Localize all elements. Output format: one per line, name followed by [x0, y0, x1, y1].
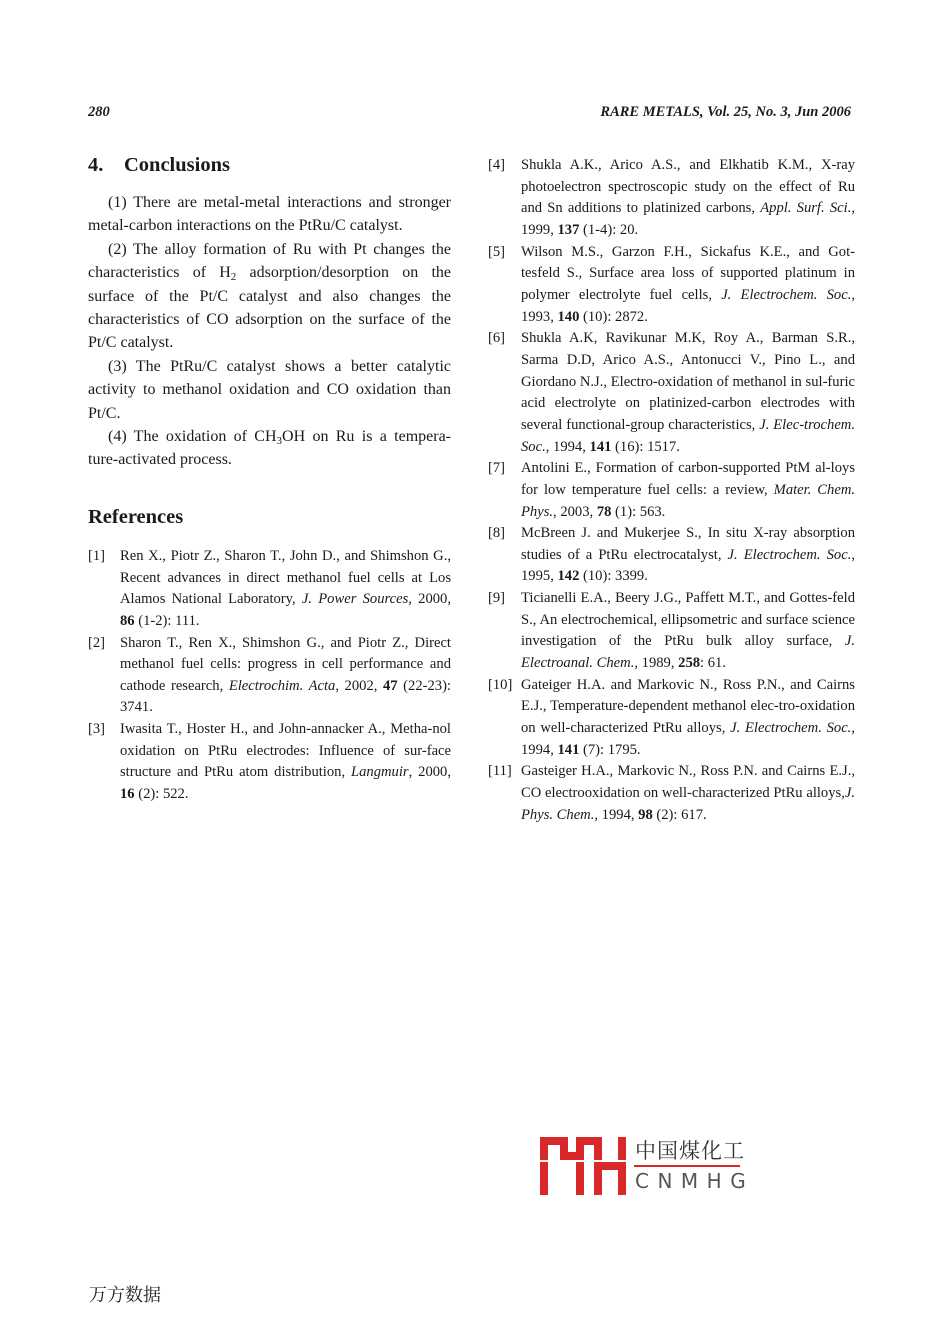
- reference-journal: J. Electrochem. Soc.: [721, 286, 852, 303]
- reference-pages: (1-4): 20.: [579, 221, 639, 238]
- paragraph-text: adsorption/desorption on the surface of the Pt/C catalyst and also changes the characteristics of CO adsorption on the surface of the Pt/C catalyst.: [88, 264, 451, 352]
- reference-volume: 98: [638, 806, 653, 823]
- reference-journal: J. Electroanal. Chem.: [521, 633, 855, 672]
- reference-label: [2]: [88, 634, 106, 651]
- reference-authors-title: Ren X., Piotr Z., Sharon T., John D., and Shimshon G., Recent advances in direct methanol fuel cells at Los Alamos National Laboratory,: [120, 547, 451, 608]
- reference-year: , 1989,: [634, 655, 679, 672]
- logo-mark-stroke: [540, 1137, 548, 1195]
- paragraph-text: (4) The oxidation of CH: [108, 428, 277, 446]
- reference-volume: 141: [557, 741, 580, 758]
- reference-year: , 1993,: [521, 286, 856, 325]
- reference-journal: J. Power Sources: [301, 591, 409, 608]
- conclusions-heading: [88, 150, 451, 180]
- reference-year: , 2003,: [553, 503, 597, 520]
- reference-journal: Mater. Chem. Phys.: [521, 481, 856, 520]
- subscript: 3: [276, 435, 283, 448]
- reference-journal: Langmuir: [351, 764, 409, 781]
- reference-label: [1]: [88, 547, 106, 564]
- reference-authors-title: McBreen J. and Mukerjee S., In situ X-ray absorption studies of a PtRu electrocatalyst,: [521, 525, 855, 563]
- reference-volume: 258: [678, 655, 701, 672]
- reference-item: [488, 588, 855, 675]
- reference-pages: (1-2): 111.: [134, 612, 200, 629]
- logo-mark-stroke: [618, 1137, 626, 1195]
- reference-item: [88, 546, 451, 633]
- reference-year: , 1995,: [521, 546, 855, 585]
- reference-volume: 16: [120, 786, 135, 803]
- reference-item: [488, 328, 855, 458]
- reference-volume: 142: [557, 568, 580, 585]
- reference-label: [8]: [488, 525, 506, 542]
- reference-volume: 140: [557, 308, 580, 325]
- reference-journal: Electrochim. Acta: [228, 677, 336, 694]
- reference-year: , 1994,: [545, 438, 590, 455]
- logo-chinese-name: 中国煤化工: [635, 1139, 745, 1163]
- reference-year: , 1994,: [594, 806, 639, 823]
- reference-item: [488, 761, 855, 826]
- logo-mark-gap: [540, 1160, 626, 1162]
- reference-label: [4]: [488, 157, 506, 173]
- reference-pages: (22-23): 3741.: [120, 677, 451, 716]
- reference-pages: (16): 1517.: [611, 438, 680, 455]
- conclusion-paragraph: (1) There are metal-metal interactions and stronger metal-carbon interactions on the PtRu/C catalyst.: [88, 194, 451, 235]
- reference-authors-title: Shukla A.K, Ravikunar M.K, Roy A., Barman S.R., Sarma D.D, Arico A.S., Antonucci V., Pino L., and Giordano N.J., Electro-oxidation of methanol in sul-furic acid electrolyte on platinized-carbon electrodes with several functional-group characteristics,: [521, 330, 855, 433]
- paragraph-text: (2) The alloy formation of Ru with Pt changes the characteristics of H: [88, 240, 451, 282]
- reference-pages: (7): 1795.: [579, 741, 641, 758]
- reference-list-left: [88, 546, 451, 806]
- reference-year: , 2002,: [335, 677, 383, 694]
- reference-journal: J. Electrochem. Soc.: [730, 720, 852, 737]
- reference-pages: : 61.: [700, 655, 726, 672]
- reference-pages: (2): 617.: [652, 806, 707, 823]
- reference-authors-title: Gateiger H.A. and Markovic N., Ross P.N., and Cairns E.J., Temperature-dependent methanol elec-tro-oxidation on well-characterized PtRu alloys,: [521, 676, 855, 737]
- reference-label: [9]: [488, 590, 506, 607]
- reference-label: [5]: [488, 243, 506, 260]
- reference-journal: J. Elec-trochem. Soc.: [521, 416, 855, 455]
- conclusion-paragraph: [88, 425, 451, 472]
- conclusions-body: [88, 191, 451, 472]
- reference-year: , 1994,: [521, 720, 855, 758]
- wanfang-watermark: 万方数据: [89, 1285, 161, 1306]
- conclusion-paragraph: (3) The PtRu/C catalyst shows a better catalytic activity to methanol oxidation and CO oxidation than Pt/C.: [88, 357, 451, 422]
- reference-authors-title: Ticianelli E.A., Beery J.G., Paffett M.T., and Gottes-feld S., An electrochemical, ellipsometric and surface science investigation of the PtRu bulk alloy surface,: [521, 590, 855, 650]
- reference-pages: (1): 563.: [611, 503, 666, 520]
- reference-authors-title: Wilson M.S., Garzon F.H., Sickafus K.E., and Got-tesfeld S., Surface area loss of supported platinum in polymer electrolyte fuel cells,: [521, 243, 855, 303]
- reference-pages: (10): 2872.: [579, 308, 648, 325]
- paragraph-text: OH on Ru is a tempera-ture-activated process.: [88, 428, 452, 469]
- section-number: 4.: [88, 154, 104, 176]
- cnmhg-logo: [540, 1137, 755, 1197]
- logo-english-name: CNMHG: [635, 1169, 755, 1193]
- page-number: 280: [88, 104, 110, 120]
- reference-label: [3]: [88, 721, 106, 738]
- reference-item: [88, 719, 451, 806]
- reference-volume: 47: [382, 677, 398, 694]
- right-column: [488, 155, 855, 826]
- reference-item: [488, 155, 855, 242]
- reference-journal: J. Electrochem. Soc.: [727, 546, 852, 563]
- reference-authors-title: Antolini E., Formation of carbon-supported PtM al-loys for low temperature fuel cells: a review,: [521, 460, 855, 498]
- reference-year: , 2000,: [408, 764, 451, 781]
- reference-label: [10]: [488, 676, 513, 693]
- reference-volume: 86: [120, 612, 135, 629]
- logo-mark-stroke: [576, 1137, 584, 1195]
- cnmhg-logo-mark-icon: [540, 1137, 626, 1195]
- reference-pages: (10): 3399.: [579, 568, 648, 585]
- reference-volume: 141: [589, 438, 612, 455]
- reference-authors-title: Iwasita T., Hoster H., and John-annacker A., Metha-nol oxidation on PtRu electrodes: Influence of sur-face structure and PtRu atom distribution,: [120, 721, 451, 781]
- reference-label: [11]: [488, 763, 512, 780]
- running-header-journal: RARE METALS, Vol. 25, No. 3, Jun 2006: [600, 104, 851, 120]
- reference-list-right: [488, 155, 855, 826]
- reference-authors-title: Sharon T., Ren X., Shimshon G., and Piotr Z., Direct methanol fuel cells: progress in cell performance and cathode research,: [120, 634, 451, 694]
- references-heading: References: [88, 505, 184, 528]
- reference-pages: (2): 522.: [134, 786, 189, 803]
- logo-mark-stroke: [576, 1137, 596, 1145]
- reference-journal: J. Phys. Chem.: [521, 785, 855, 823]
- reference-year: , 1999,: [521, 200, 855, 238]
- reference-item: [488, 242, 855, 329]
- conclusion-paragraph: [88, 238, 451, 355]
- reference-item: [88, 633, 451, 720]
- section-title: Conclusions: [124, 154, 230, 176]
- reference-volume: 137: [557, 221, 580, 238]
- reference-item: [488, 523, 855, 588]
- reference-year: , 2000,: [408, 591, 452, 608]
- logo-divider: [634, 1165, 740, 1167]
- reference-volume: 78: [596, 503, 612, 520]
- reference-label: [7]: [488, 460, 506, 477]
- reference-authors-title: Shukla A.K., Arico A.S., and Elkhatib K.M., X-ray photoelectron spectroscopic study on the effect of Ru and Sn additions to platinized carbons,: [521, 157, 855, 217]
- reference-label: [6]: [488, 330, 506, 347]
- reference-item: [488, 675, 855, 762]
- reference-item: [488, 458, 855, 523]
- left-column: [88, 150, 451, 806]
- reference-journal: Appl. Surf. Sci.: [760, 200, 852, 217]
- reference-authors-title: Gasteiger H.A., Markovic N., Ross P.N. and Cairns E.J., CO electrooxidation on well-characterized PtRu alloys,: [521, 763, 855, 802]
- subscript: 2: [230, 271, 237, 284]
